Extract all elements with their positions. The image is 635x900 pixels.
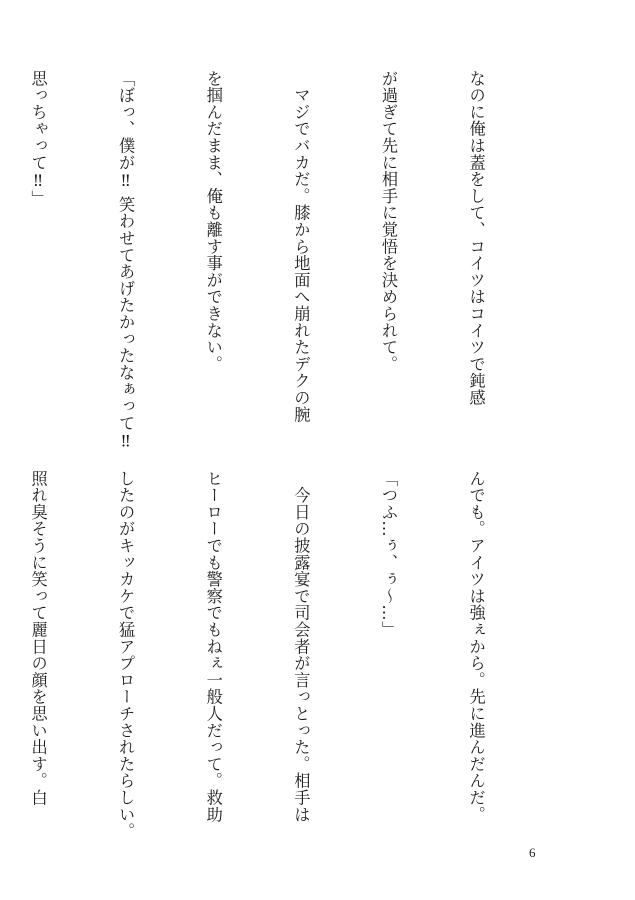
text-line: 思っちゃって‼」	[28, 70, 48, 208]
text-line: 「つふ…ぅ、ぅ〜…」	[378, 470, 398, 638]
text-line: が過ぎて先に相手に覚悟を決められて。	[378, 70, 398, 373]
text-line: を掴んだまま、俺も離す事ができない。	[203, 70, 223, 373]
page-number: 6	[529, 845, 536, 860]
text-block-top	[0, 70, 549, 450]
text-block-bottom	[0, 470, 549, 850]
text-line: 照れ臭そうに笑って麗日の顔を思い出す。白	[28, 470, 48, 806]
text-line: んでも。アイツは強ぇから。先に進んだんだ。	[466, 470, 486, 823]
text-line: なのに俺は蓋をして、コイツはコイツで鈍感	[466, 70, 486, 406]
text-line: ヒーローでも警察でもねぇ一般人だって。救助	[203, 470, 223, 823]
text-line: したのがキッカケで猛アプローチされたらしい。	[116, 470, 136, 840]
text-line: マジでバカだ。膝から地面へ崩れたデクの腕	[291, 70, 311, 423]
text-line: 「ぼっ、僕が‼ 笑わせてあげたかったなぁって‼	[116, 70, 136, 451]
text-line: 今日の披露宴で司会者が言っとった。相手は	[291, 470, 311, 823]
